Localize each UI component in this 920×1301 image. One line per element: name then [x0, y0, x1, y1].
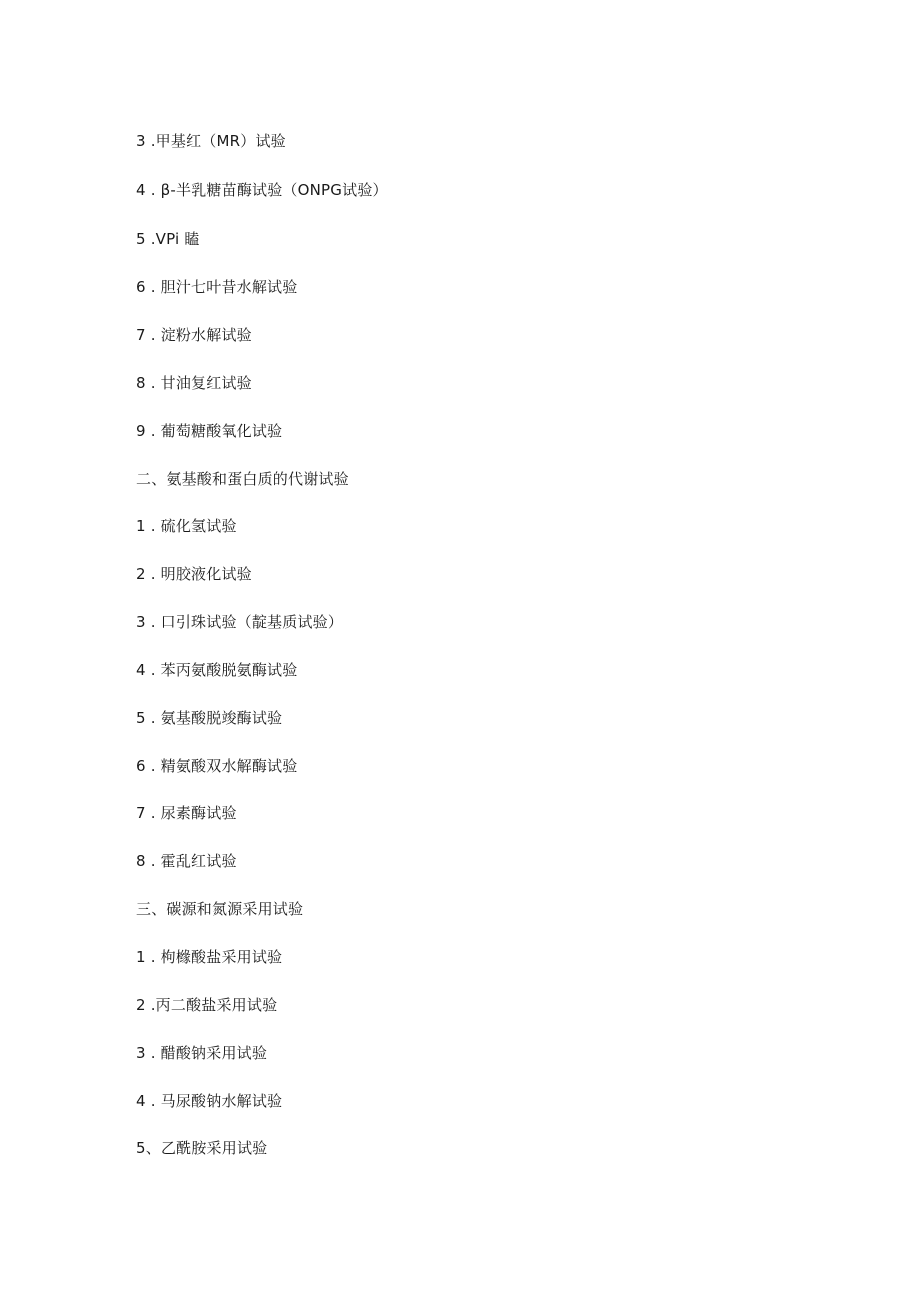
- list-item: 4 . β-半乳糖苗酶试验（ONPG试验）: [136, 181, 388, 199]
- list-item: 3 . 醋酸钠采用试验: [136, 1044, 268, 1062]
- list-item: 3 . 口引珠试验（靛基质试验）: [136, 613, 344, 631]
- list-item: 9 . 葡萄糖酸氧化试验: [136, 422, 283, 440]
- list-item: 8 . 甘油复红试验: [136, 374, 252, 392]
- list-item: 5 .VPi 瞌: [136, 230, 200, 248]
- list-item: 7 . 淀粉水解试验: [136, 326, 252, 344]
- list-item: 6 . 精氨酸双水解酶试验: [136, 757, 298, 775]
- list-item: 1 . 硫化氢试验: [136, 517, 237, 535]
- list-item: 5 . 氨基酸脱竣酶试验: [136, 709, 283, 727]
- list-item: 2 .丙二酸盐采用试验: [136, 996, 278, 1014]
- section-heading: 三、碳源和氮源采用试验: [136, 900, 304, 918]
- list-item: 5、乙酰胺采用试验: [136, 1139, 268, 1157]
- list-item: 3 .甲基红（MR）试验: [136, 132, 286, 150]
- section-heading: 二、氨基酸和蛋白质的代谢试验: [136, 470, 349, 488]
- list-item: 8 . 霍乱红试验: [136, 852, 237, 870]
- list-item: 7 . 尿素酶试验: [136, 804, 237, 822]
- list-item: 4 . 马尿酸钠水解试验: [136, 1092, 283, 1110]
- list-item: 6 . 胆汁七叶昔水解试验: [136, 278, 298, 296]
- list-item: 4 . 苯丙氨酸脱氨酶试验: [136, 661, 298, 679]
- list-item: 2 . 明胶液化试验: [136, 565, 252, 583]
- list-item: 1 . 枸橼酸盐采用试验: [136, 948, 283, 966]
